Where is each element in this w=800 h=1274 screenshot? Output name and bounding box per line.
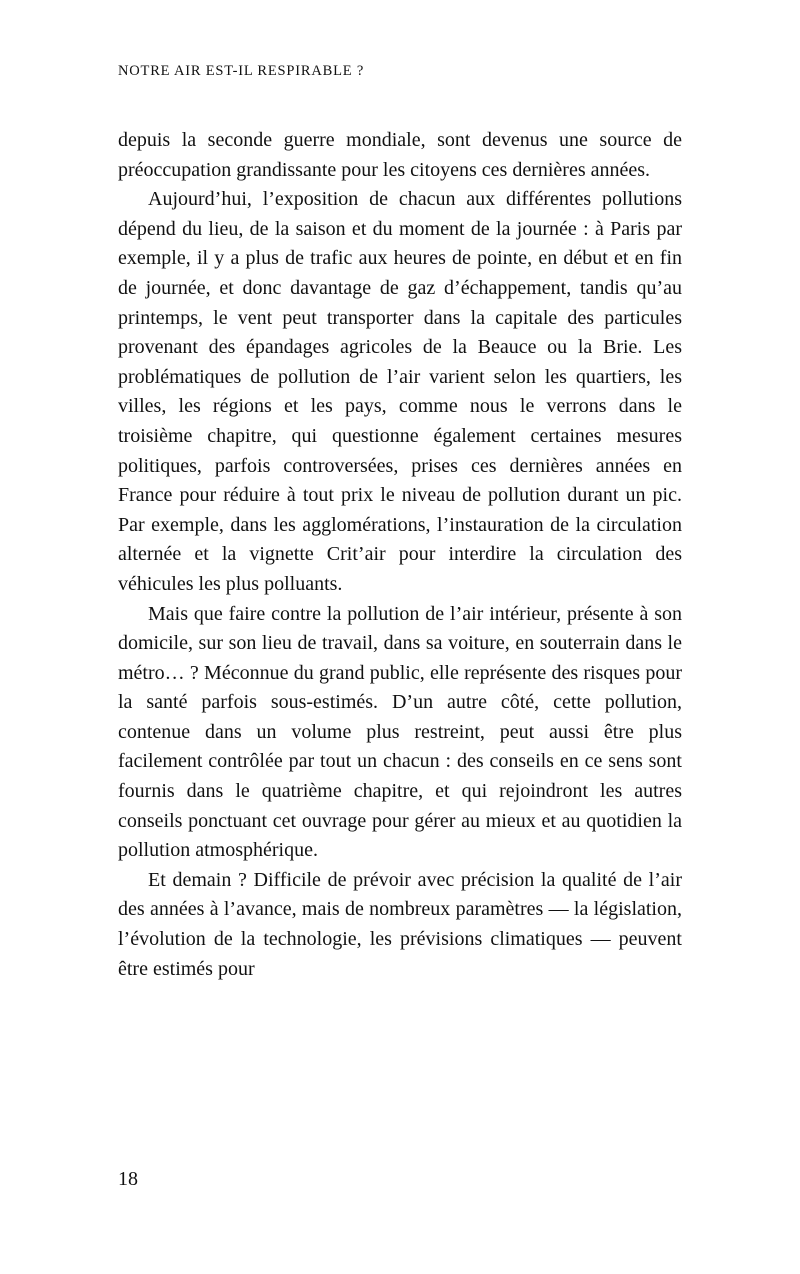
body-paragraph: Et demain ? Difficile de prévoir avec précision la qualité de l’air des années à l’avance, mais de nombreux paramètres — la législation, l’évolution de la technologie, les prévisions climatiques — peuvent être estimés pour (118, 868, 682, 980)
running-header: NOTRE AIR EST-IL RESPIRABLE ? (118, 63, 365, 79)
body-paragraph: Aujourd’hui, l’exposition de chacun aux différentes pollutions dépend du lieu, de la saison et du moment de la journée : à Paris par exemple, il y a plus de trafic aux heures de pointe, en début et en fin de journée, et donc davantage de gaz d’échappement, tandis qu’au printemps, le vent peut transporter dans la capitale des particules provenant des épandages agricoles de la Beauce ou la Brie. Les problématiques de pollution de l’air varient selon les quartiers, les villes, les régions et les pays, comme nous le verrons dans le troisième chapitre, qui questionne également certaines mesures politiques, parfois controversées, prises ces dernières années en France pour réduire à tout prix le niveau de pollution durant un pic. Par exemple, dans les agglomérations, l’instauration de la circulation alternée et la vignette Crit’air pour interdire la circulation des véhicules les plus polluants. (118, 188, 682, 595)
body-paragraph: Mais que faire contre la pollution de l’air intérieur, présente à son domicile, sur son lieu de travail, dans sa voiture, en souterrain dans le métro… ? Méconnue du grand public, elle représente des risques pour la santé parfois sous-estimés. D’un autre côté, cette pollution, contenue dans un volume plus restreint, peut aussi être plus facilement contrôlée par tout un chacun : des conseils en ce sens sont fournis dans le quatrième chapitre, et qui rejoindront les autres conseils ponctuant cet ouvrage pour gérer au mieux et au quotidien la pollution atmosphérique. (118, 602, 682, 862)
body-paragraph: depuis la seconde guerre mondiale, sont devenus une source de préoccupation grandissante pour les citoyens ces dernières années. (118, 129, 682, 181)
page-number: 18 (118, 1168, 138, 1190)
body-text-block (118, 126, 682, 984)
